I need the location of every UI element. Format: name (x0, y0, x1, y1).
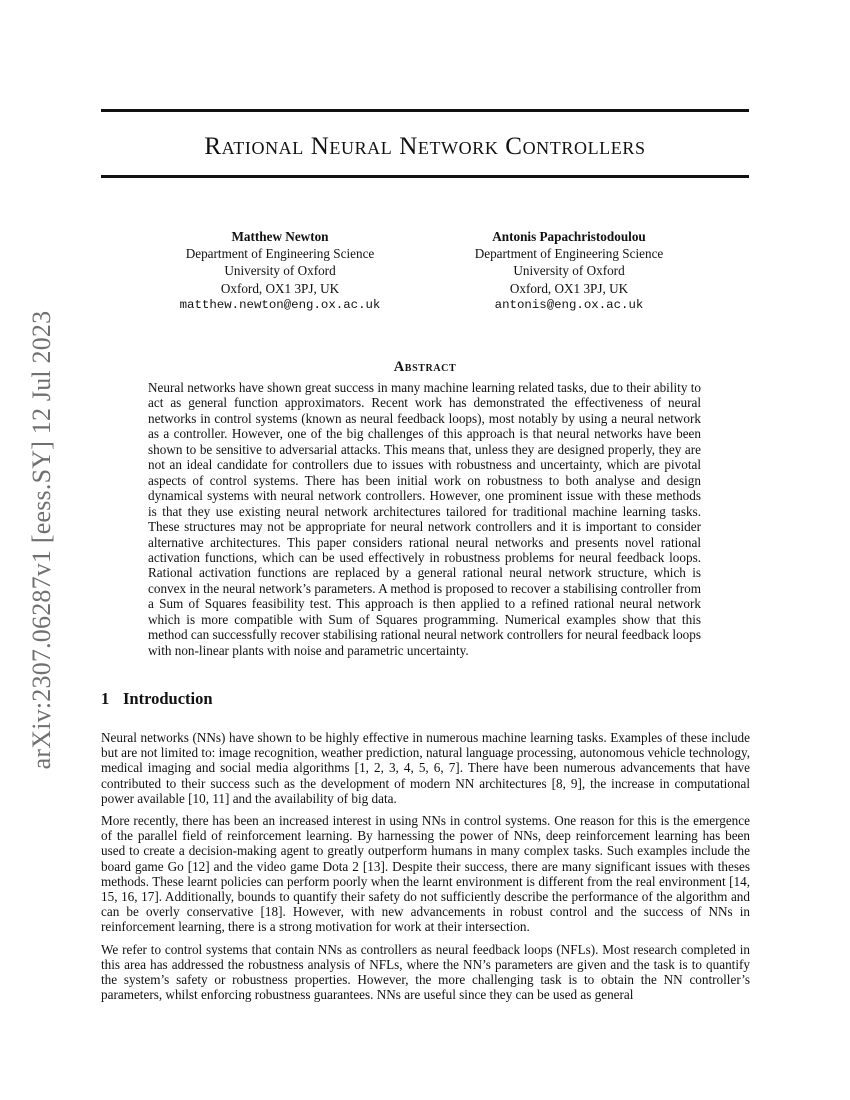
author-address: Oxford, OX1 3PJ, UK (509, 280, 629, 296)
arxiv-identifier: arXiv:2307.06287v1 [eess.SY] 12 Jul 2023 (27, 310, 56, 770)
section-heading (101, 689, 213, 709)
author-block-2 (419, 228, 719, 314)
section-title: Introduction (123, 689, 213, 708)
abstract-body: Neural networks have shown great success in many machine learning related tasks, due to their ability to act as general function approximators. Recent work has demonstrated the effectiveness of neural networks in control systems (known as neural feedback loops), most notably by using a neural network as a controller. However, one of the big challenges of this approach is that neural networks have been shown to be sensitive to adversarial attacks. This means that, unless they are designed properly, they are not an ideal candidate for controllers due to issues with robustness and uncertainty, which are pivotal aspects of control systems. There has been initial work on robustness to both analyse and design dynamical systems with neural network controllers. However, one prominent issue with these methods is that they use existing neural network architectures tailored for traditional machine learning tasks. These structures may not be appropriate for neural network controllers and it is important to consider alternative architectures. This paper considers rational neural networks and presents novel rational activation functions, which can be used effectively in robustness problems for neural feedback loops. Rational activation functions are replaced by a general rational neural network structure, which is convex in the neural network’s parameters. A method is proposed to recover a stabilising controller from a Sum of Squares feasibility test. This approach is then applied to a refined rational neural network which is more compatible with Sum of Squares programming. Numerical examples show that this method can successfully recover stabilising rational neural network controllers for neural feedback loops with non-linear plants with noise and parametric uncertainty. (148, 380, 701, 658)
intro-paragraph-1: Neural networks (NNs) have shown to be highly effective in numerous machine learning tasks. Examples of these include but are not limited to: image recognition, weather prediction, natural language processing, autonomous vehicle technology, medical imaging and social media algorithms [1, 2, 3, 4, 5, 6, 7]. There have been numerous advancements that have contributed to their success such as the development of modern NN architectures [8, 9], the increase in computational power available [10, 11] and the availability of big data. (101, 730, 750, 806)
title-rule-top (101, 109, 749, 112)
intro-paragraph-2: More recently, there has been an increased interest in using NNs in control systems. One reason for this is the emergence of the parallel field of reinforcement learning. By harnessing the power of NNs, deep reinforcement learning has been used to create a decision-making agent to greatly outperform humans in many complex tasks. Such examples include the board game Go [12] and the video game Dota 2 [13]. Despite their success, there are many significant issues with theses methods. These learnt policies can perform poorly when the learnt environment is different from the real environment [14, 15, 16, 17]. Additionally, bounds to quantify their safety do not sufficiently describe the performance of the algorithm and can be overly conservative [18]. However, with new advancements in robust control and the success of NNs in reinforcement learning, there is a strong motivation for work at their intersection. (101, 813, 750, 935)
author-department: Department of Engineering Science (185, 246, 375, 262)
author-email: antonis@eng.ox.ac.uk (494, 297, 644, 312)
author-name: Antonis Papachristodoulou (492, 229, 646, 244)
author-institution: University of Oxford (513, 263, 625, 279)
author-address: Oxford, OX1 3PJ, UK (220, 280, 340, 296)
intro-paragraph-3: We refer to control systems that contain NNs as controllers as neural feedback loops (NFLs). Most research completed in this area has addressed the robustness analysis of NFLs, where the NN’s parameters are given and the task is to quantify the system’s safety or robustness properties. However, the more challenging task is to obtain the NN controller’s parameters, whilst enforcing robustness guarantees. NNs are useful since they can be used as general (101, 941, 750, 1003)
author-name: Matthew Newton (231, 229, 329, 244)
abstract-heading: Abstract (393, 359, 457, 375)
introduction-body (101, 730, 750, 1009)
title-rule-bottom (101, 175, 749, 178)
author-department: Department of Engineering Science (474, 246, 664, 262)
author-email: matthew.newton@eng.ox.ac.uk (179, 297, 381, 312)
author-block-1 (130, 228, 430, 314)
author-institution: University of Oxford (224, 263, 336, 279)
paper-title: Rational Neural Network Controllers (204, 133, 646, 160)
section-number: 1 (101, 689, 110, 708)
